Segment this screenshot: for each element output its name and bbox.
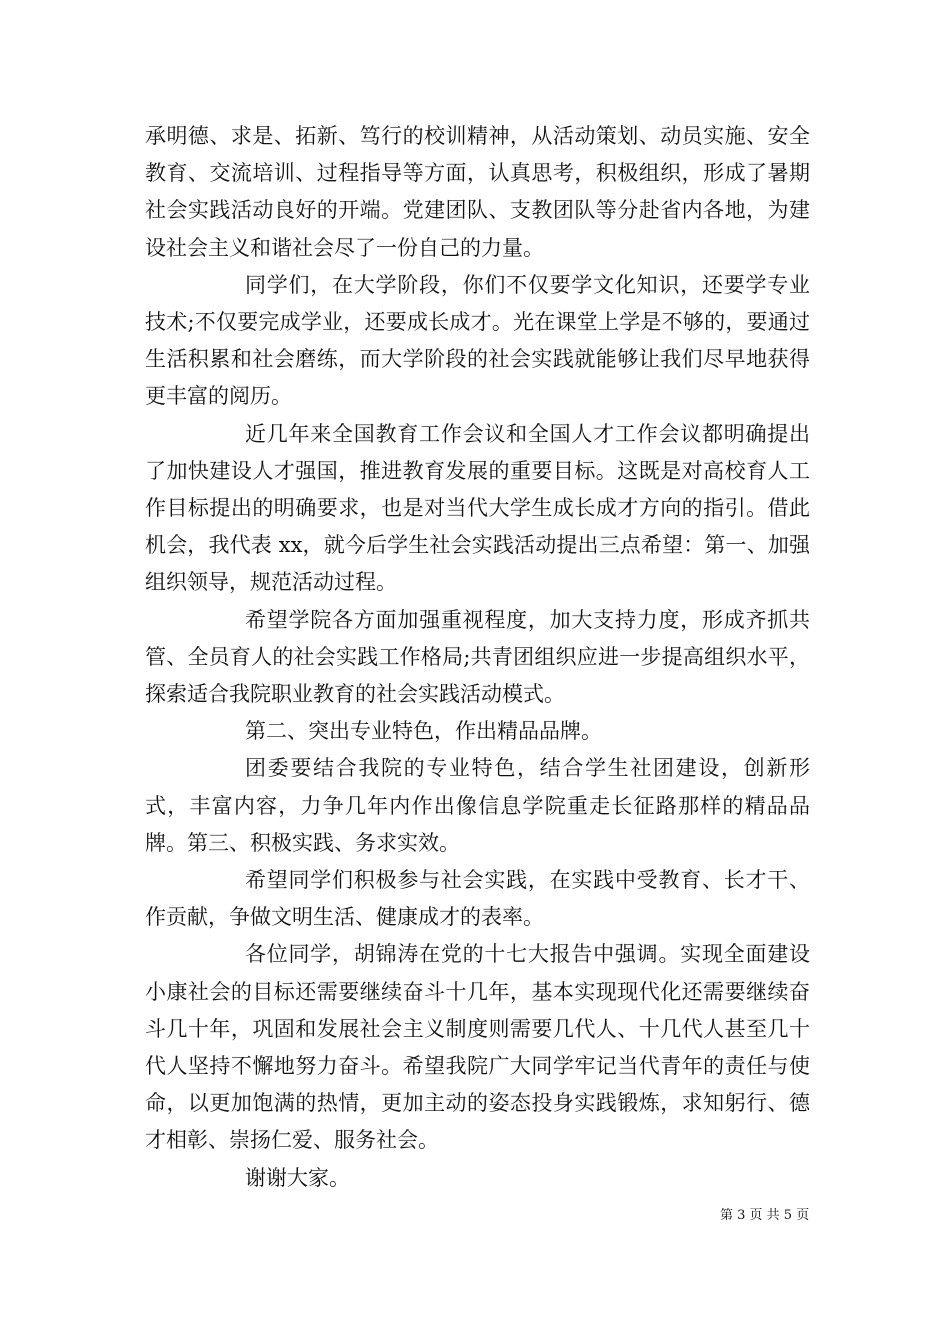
paragraph-3: 近几年来全国教育工作会议和全国人才工作会议都明确提出了加快建设人才强国，推进教育发展的重要目标。这既是对高校育人工作目标提出的明确要求，也是对当代大学生成长成才方向的指引。借此机会，我代表 xx，就今后学生社会实践活动提出三点希望：第一、加强组织领导，规范活动过程。 bbox=[145, 421, 810, 595]
paragraph-6: 团委要结合我院的专业特色，结合学生社团建设，创新形式，丰富内容，力争几年内作出像信息学院重走长征路那样的精品品牌。第三、积极实践、务求实效。 bbox=[145, 756, 810, 855]
paragraph-2: 同学们，在大学阶段，你们不仅要学文化知识，还要学专业技术;不仅要完成学业，还要成长成才。光在课堂上学是不够的，要通过生活积累和社会磨练，而大学阶段的社会实践就能够让我们尽早地获得更丰富的阅历。 bbox=[145, 272, 810, 409]
paragraph-8: 各位同学，胡锦涛在党的十七大报告中强调。实现全面建设小康社会的目标还需要继续奋斗十几年，基本实现现代化还需要继续奋斗几十年，巩固和发展社会主义制度则需要几代人、十几代人甚至几十代人坚持不懈地努力奋斗。希望我院广大同学牢记当代青年的责任与使命，以更加饱满的热情，更加主动的姿态投身实践锻炼，求知躬行、德才相彰、崇扬仁爱、服务社会。 bbox=[145, 942, 810, 1153]
paragraph-5: 第二、突出专业特色，作出精品品牌。 bbox=[245, 719, 602, 744]
page-number-footer: 第 3 页 共 5 页 bbox=[720, 1208, 810, 1223]
paragraph-7: 希望同学们积极参与社会实践，在实践中受教育、长才干、作贡献，争做文明生活、健康成才的表率。 bbox=[145, 868, 810, 930]
paragraph-4: 希望学院各方面加强重视程度，加大支持力度，形成齐抓共管、全员育人的社会实践工作格局;共青团组织应进一步提高组织水平，探索适合我院职业教育的社会实践活动模式。 bbox=[145, 607, 810, 707]
paragraph-1: 承明德、求是、拓新、笃行的校训精神，从活动策划、动员实施、安全教育、交流培训、过程指导等方面，认真思考，积极组织，形成了暑期社会实践活动良好的开端。党建团队、支教团队等分赴省内各地，为建设社会主义和谐社会尽了一份自己的力量。 bbox=[145, 124, 810, 260]
paragraph-9: 谢谢大家。 bbox=[245, 1165, 350, 1190]
document-body bbox=[145, 118, 810, 1197]
